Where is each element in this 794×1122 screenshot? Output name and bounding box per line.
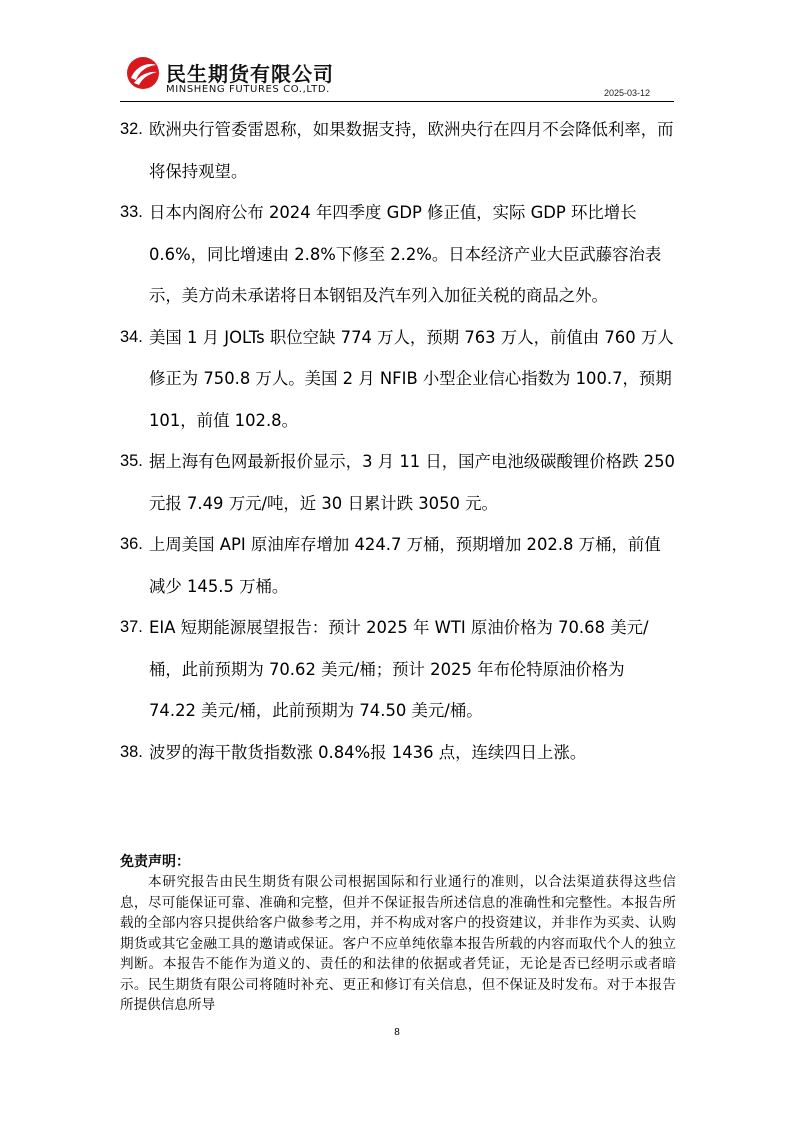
item-number: 37. (120, 618, 143, 636)
item-number: 38. (120, 742, 143, 761)
disclaimer-body: 本研究报告由民生期货有限公司根据国际和行业通行的准则，以合法渠道获得这些信息，尽可能保证可靠、准确和完整，但并不保证报告所述信息的准确性和完整性。本报告所载的全部内容只提供给客户做参考之用，并不构成对客户的投资建议，并非作为买卖、认购期货或其它金融工具的邀请或保证。客户不应单纯依靠本报告所载的内容而取代个人的独立判断。本报告不能作为道义的、责任的和法律的依据或者凭证，无论是否已经明示或者暗示。民生期货有限公司将随时补充、更正和修订有关信息，但不保证及时发布。对于本报告所提供信息所导 (120, 874, 676, 1013)
item-number: 32. (120, 120, 143, 138)
item-number: 33. (120, 203, 143, 221)
company-name-cn: 民生期货有限公司 (166, 62, 334, 86)
news-item-37 (120, 607, 676, 732)
item-text: 欧洲央行管委雷恩称，如果数据支持，欧洲央行在四月不会降低利率，而将保持观望。 (149, 120, 674, 181)
disclaimer-title: 免责声明： (120, 854, 190, 870)
page-number: 8 (394, 1027, 400, 1038)
item-text: 据上海有色网最新报价显示，3 月 11 日，国产电池级碳酸锂价格跌 250 元报 7.49 万元/吨，近 30 日累计跌 3050 元。 (149, 452, 675, 513)
disclaimer-section (120, 852, 676, 1016)
news-item-38 (120, 732, 676, 774)
news-item-34 (120, 317, 676, 442)
company-name-en: MINSHENG FUTURES CO.,LTD. (166, 84, 330, 95)
item-number: 36. (120, 535, 143, 553)
item-text: 日本内阁府公布 2024 年四季度 GDP 修正值，实际 GDP 环比增长 0.6%，同比增速由 2.8%下修至 2.2%。日本经济产业大臣武藤容治表示，美方尚未承诺将日本钢铝及汽车列入加征关税的商品之外。 (149, 203, 662, 305)
minsheng-logo-icon (126, 56, 160, 90)
news-item-32 (120, 109, 676, 192)
item-number: 35. (120, 452, 143, 470)
item-text: 波罗的海干散货指数涨 0.84%报 1436 点，连续四日上涨。 (149, 742, 587, 762)
item-text: 美国 1 月 JOLTs 职位空缺 774 万人，预期 763 万人，前值由 760 万人修正为 750.8 万人。美国 2 月 NFIB 小型企业信心指数为 100.7，预期 101，前值 102.8。 (149, 327, 674, 430)
news-item-33 (120, 192, 676, 317)
item-text: EIA 短期能源展望报告：预计 2025 年 WTI 原油价格为 70.68 美元/桶，此前预期为 70.62 美元/桶；预计 2025 年布伦特原油价格为 74.22 美元/桶，此前预期为 74.50 美元/桶。 (149, 618, 649, 720)
report-date: 2025-03-12 (603, 88, 650, 98)
news-list (120, 109, 676, 773)
item-number: 34. (120, 327, 143, 346)
item-text: 上周美国 API 原油库存增加 424.7 万桶，预期增加 202.8 万桶，前值减少 145.5 万桶。 (149, 535, 661, 596)
news-item-36 (120, 524, 676, 607)
header-divider (120, 101, 674, 102)
page-header (120, 50, 674, 102)
news-item-35 (120, 441, 676, 524)
